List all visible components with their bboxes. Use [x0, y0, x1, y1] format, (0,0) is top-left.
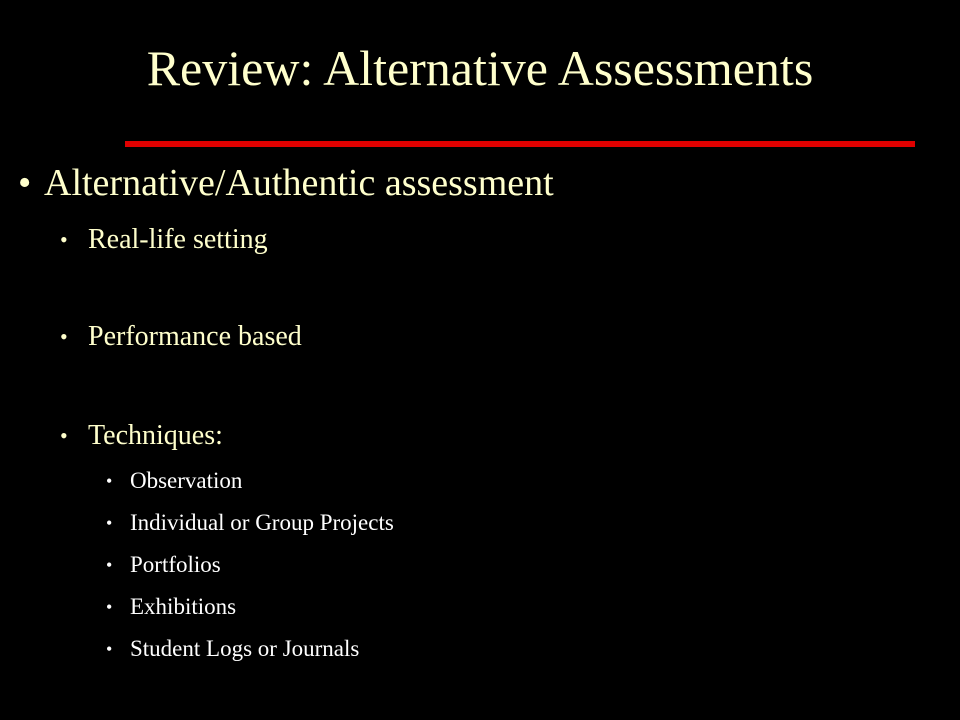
bullet-text: Exhibitions [130, 594, 237, 619]
bullet-icon: • [106, 555, 113, 575]
slide-title: Review: Alternative Assessments [146, 40, 814, 96]
title-underline-rule [125, 141, 915, 147]
bullet-individual-or-group-projects [106, 508, 866, 538]
bullet-text: Individual or Group Projects [130, 510, 394, 535]
bullet-icon: • [106, 597, 113, 617]
bullet-text: Performance based [88, 321, 302, 352]
bullet-text: Alternative/Authentic assessment [44, 162, 554, 204]
bullet-icon: • [18, 162, 32, 204]
bullet-alternative-authentic [18, 159, 918, 207]
bullet-text: Real-life setting [88, 224, 268, 255]
bullet-icon: • [60, 324, 68, 349]
bullet-real-life-setting [60, 222, 860, 258]
bullet-performance-based [60, 319, 860, 355]
bullet-icon: • [106, 471, 113, 491]
bullet-text: Student Logs or Journals [130, 636, 360, 661]
bullet-exhibitions [106, 592, 866, 622]
bullet-icon: • [60, 227, 68, 252]
bullet-techniques [60, 418, 860, 454]
bullet-icon: • [60, 423, 68, 448]
bullet-portfolios [106, 550, 866, 580]
bullet-observation [106, 466, 866, 496]
bullet-text: Observation [130, 468, 243, 493]
bullet-student-logs-or-journals [106, 634, 866, 664]
bullet-text: Techniques: [88, 420, 223, 451]
bullet-icon: • [106, 513, 113, 533]
bullet-icon: • [106, 639, 113, 659]
bullet-text: Portfolios [130, 552, 221, 577]
